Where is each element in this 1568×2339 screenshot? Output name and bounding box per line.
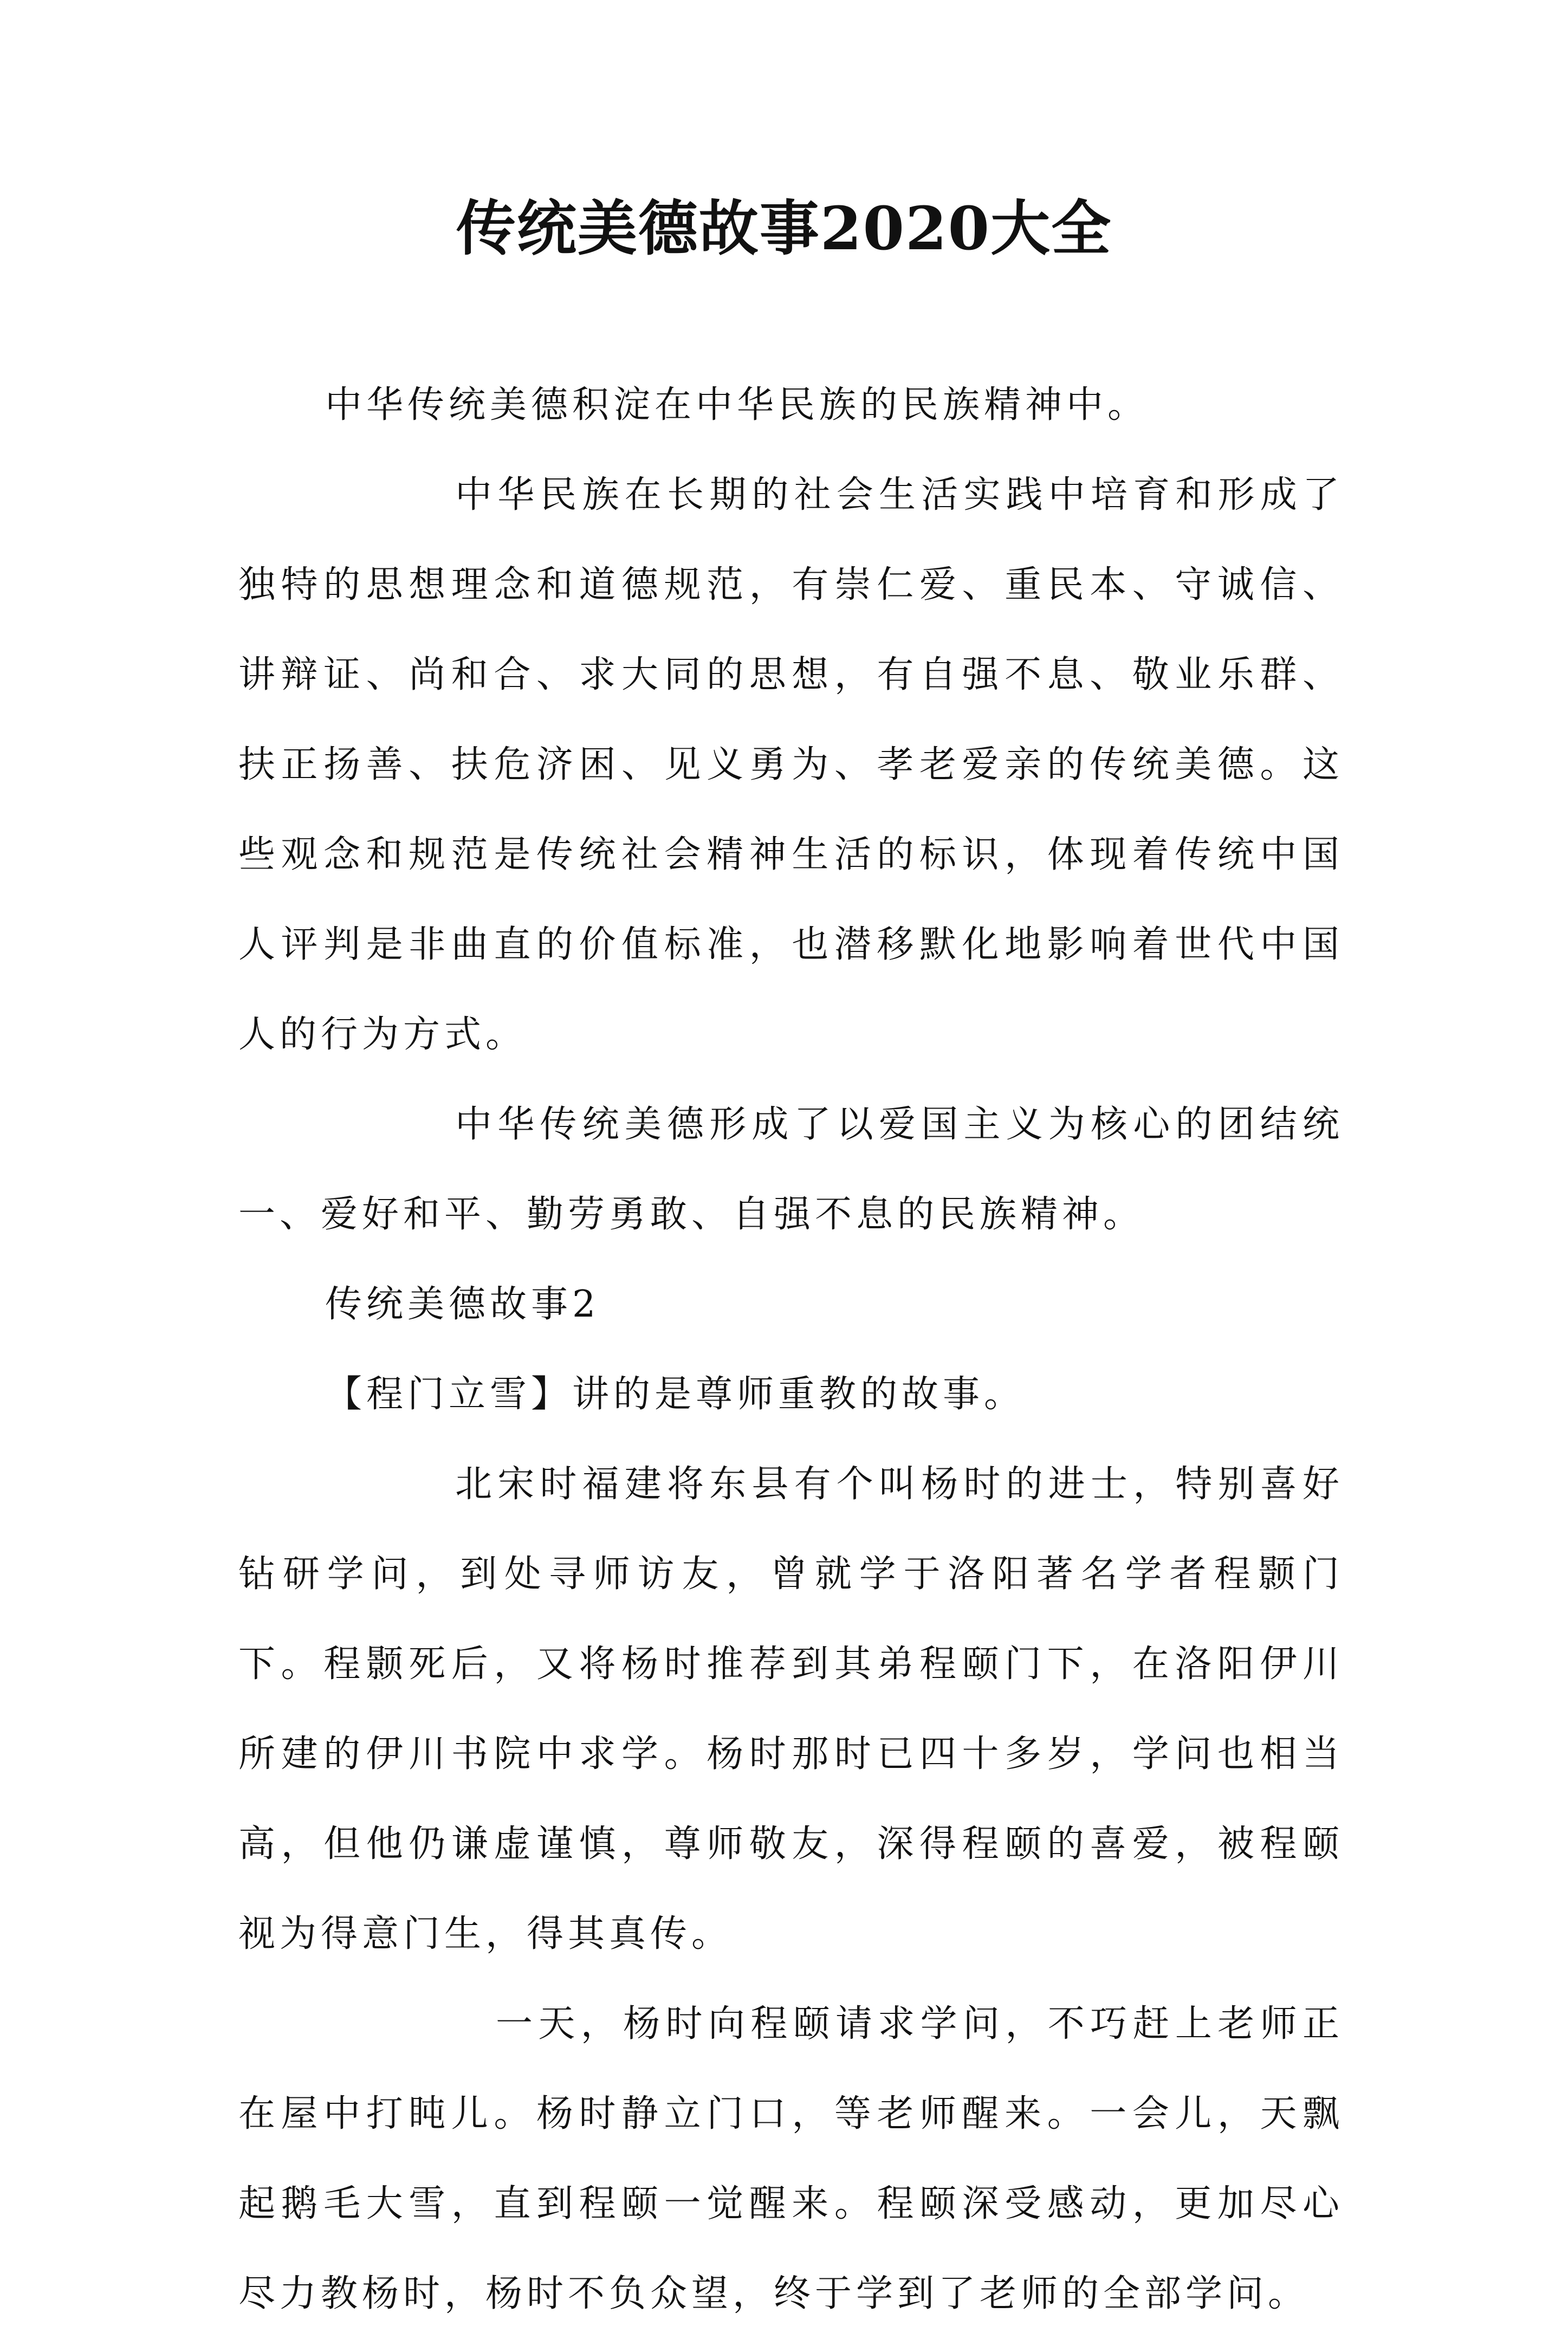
document-body <box>238 360 1344 2339</box>
section-heading: 传统美德故事2 <box>325 1283 600 1326</box>
document-title: 传统美德故事2020大全 <box>456 193 1112 263</box>
paragraph-intro: 中华传统美德积淀在中华民族的民族精神中。 <box>325 384 1149 426</box>
paragraph-national-spirit: 中华传统美德形成了以爱国主义为核心的团结统一、爱好和平、勤劳勇敢、自强不息的民族精神。 <box>238 1103 1344 1236</box>
paragraph-story-2: 一天，杨时向程颐请求学问，不巧赶上老师正在屋中打盹儿。杨时静立门口，等老师醒来。一会儿，天飘起鹅毛大雪，直到程颐一觉醒来。程颐深受感动，更加尽心尽力教杨时，杨时不负众望，终于学到了老师的全部学问。 <box>238 2003 1344 2315</box>
paragraph-virtues: 中华民族在长期的社会生活实践中培育和形成了独特的思想理念和道德规范，有崇仁爱、重民本、守诚信、讲辩证、尚和合、求大同的思想，有自强不息、敬业乐群、扶正扬善、扶危济困、见义勇为、孝老爱亲的传统美德。这些观念和规范是传统社会精神生活的标识，体现着传统中国人评判是非曲直的价值标准，也潜移默化地影响着世代中国人的行为方式。 <box>238 474 1344 1056</box>
paragraph-story-1: 北宋时福建将东县有个叫杨时的进士，特别喜好钻研学问，到处寻师访友，曾就学于洛阳著名学者程颢门下。程颢死后，又将杨时推荐到其弟程颐门下，在洛阳伊川所建的伊川书院中求学。杨时那时已四十多岁，学问也相当高，但他仍谦虚谨慎，尊师敬友，深得程颐的喜爱，被程颐视为得意门生，得其真传。 <box>238 1463 1344 1955</box>
paragraph-story-title: 【程门立雪】讲的是尊师重教的故事。 <box>325 1373 1026 1416</box>
